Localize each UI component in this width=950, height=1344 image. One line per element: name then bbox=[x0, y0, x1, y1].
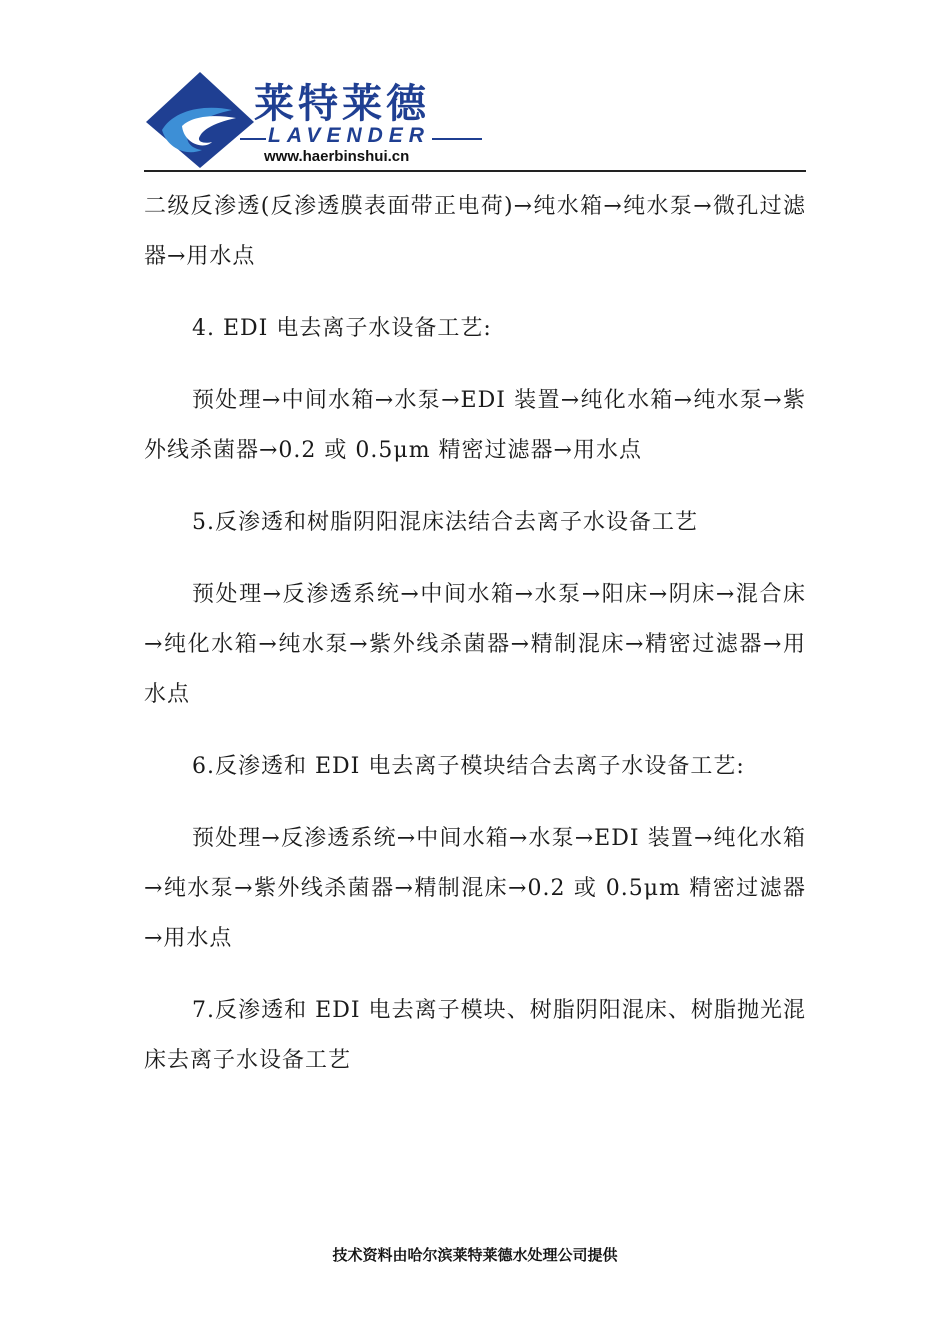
page-footer: 技术资料由哈尔滨莱特莱德水处理公司提供 bbox=[332, 1246, 618, 1264]
header-rule bbox=[144, 170, 806, 172]
document-body bbox=[144, 182, 806, 1086]
website-url: www.haerbinshui.cn bbox=[264, 148, 410, 165]
brand-english-name: LAVENDER bbox=[268, 124, 430, 147]
paragraph-1: 二级反渗透(反渗透膜表面带正电荷)→纯水箱→纯水泵→微孔过滤器→用水点 bbox=[144, 194, 806, 269]
paragraph-4: 预处理→中间水箱→水泵→EDI 装置→纯化水箱→纯水泵→紫外线杀菌器→0.2 或 0.5μm 精密过滤器→用水点 bbox=[144, 388, 806, 463]
paragraph-6: 预处理→反渗透系统→中间水箱→水泵→EDI 装置→纯化水箱→纯水泵→紫外线杀菌器→精制混床→0.2 或 0.5μm 精密过滤器→用水点 bbox=[144, 826, 806, 951]
section-heading-4: 4. EDI 电去离子水设备工艺: bbox=[192, 316, 492, 341]
letterhead bbox=[144, 62, 806, 172]
brand-line-left bbox=[240, 138, 266, 140]
brand-line-right bbox=[432, 138, 482, 140]
company-logo-icon bbox=[144, 70, 256, 170]
brand-chinese-name: 莱特莱德 bbox=[254, 81, 430, 127]
section-heading-5: 5.反渗透和树脂阴阳混床法结合去离子水设备工艺 bbox=[192, 510, 698, 535]
section-heading-6: 6.反渗透和 EDI 电去离子模块结合去离子水设备工艺: bbox=[192, 754, 745, 779]
section-heading-7: 7.反渗透和 EDI 电去离子模块、树脂阴阳混床、树脂抛光混床去离子水设备工艺 bbox=[144, 998, 806, 1073]
paragraph-5: 预处理→反渗透系统→中间水箱→水泵→阳床→阴床→混合床→纯化水箱→纯水泵→紫外线杀菌器→精制混床→精密过滤器→用水点 bbox=[144, 582, 806, 707]
